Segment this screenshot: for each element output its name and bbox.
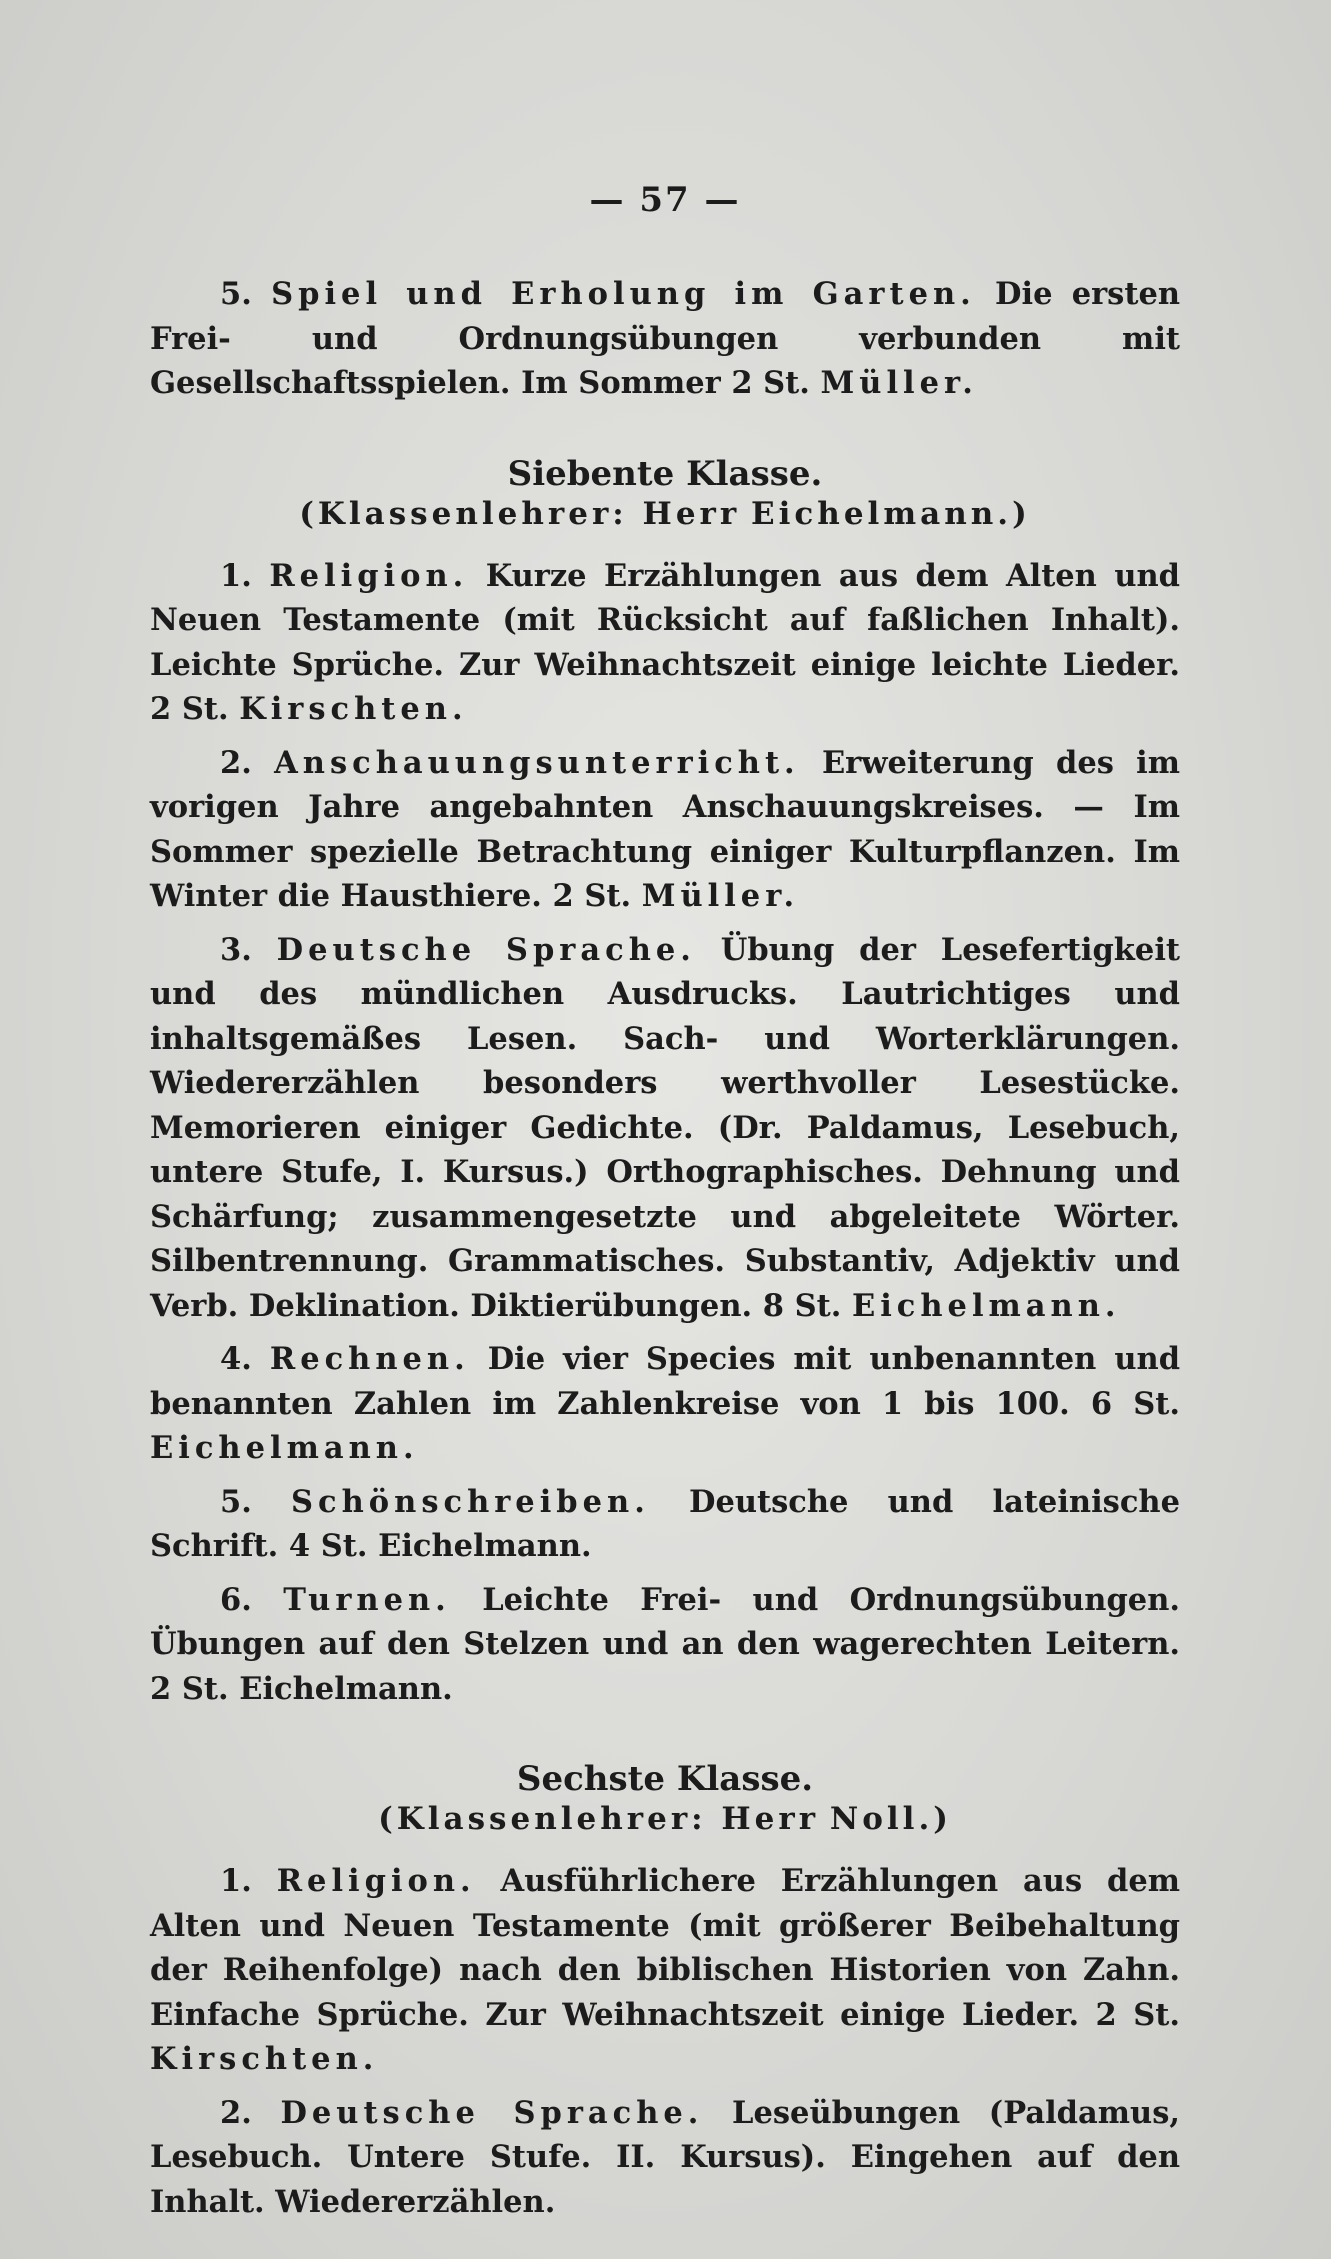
item-subject: Schönschreiben.	[291, 1483, 650, 1520]
item-text: Die ersten Frei- und Ordnungsübungen verbunden mit Gesellschaftsspielen. Im Sommer 2 St.	[150, 276, 1181, 401]
item-number: 5.	[220, 276, 252, 312]
item-number: 2.	[220, 2094, 252, 2131]
item-subject: Religion.	[276, 1863, 476, 1899]
paragraph-play-recreation	[150, 272, 1180, 406]
class-teacher-line	[150, 496, 1180, 532]
item-number: 3.	[220, 931, 252, 968]
item-text: Leseübungen (Paldamus, Lesebuch. Untere Stufe. II. Kursus). Eingehen auf den Inhalt. Wiedererzählen.	[150, 2094, 1181, 2220]
class-teacher-name: Eichelmann.)	[751, 495, 1031, 532]
item-subject: Deutsche Sprache.	[276, 931, 696, 968]
item-number: 5.	[220, 1483, 252, 1520]
class-teacher-prefix: (Klassenlehrer: Herr	[378, 1801, 820, 1837]
subject-paragraph	[150, 1480, 1180, 1569]
page-number: — 57 —	[589, 180, 741, 220]
item-text: Die vier Species mit unbenannten und benannten Zahlen im Zahlenkreise von 1 bis 100. 6 St.	[150, 1341, 1181, 1422]
class-heading: Sechste Klasse.	[516, 1759, 814, 1799]
item-text: Kurze Erzählungen aus dem Alten und Neuen Testamente (mit Rücksicht auf faßlichen Inhalt). Leichte Sprüche. Zur Weihnachtszeit einige leichte Lieder. 2 St.	[150, 557, 1180, 727]
item-teacher: Eichelmann.	[378, 1528, 592, 1564]
item-teacher: Müller.	[641, 878, 800, 914]
item-subject: Deutsche Sprache.	[280, 2094, 704, 2131]
item-teacher: Eichelmann.	[150, 1430, 419, 1466]
subject-paragraph	[150, 1578, 1180, 1712]
item-text: Leichte Frei- und Ordnungsübungen. Übungen auf den Stelzen und an den wagerechten Leitern. 2 St.	[150, 1581, 1180, 1707]
item-number: 2.	[220, 744, 252, 781]
subject-paragraph	[150, 554, 1180, 732]
item-text: Erweiterung des im vorigen Jahre angebahnten Anschauungskreises. — Im Sommer spezielle Betrachtung einiger Kulturpflanzen. Im Winter die Hausthiere. 2 St.	[150, 744, 1181, 914]
item-subject: Religion.	[269, 557, 469, 594]
class-six-section	[150, 1759, 1180, 2224]
item-subject: Spiel und Erholung im Garten.	[271, 276, 976, 312]
class-teacher-prefix: (Klassenlehrer: Herr	[299, 495, 741, 532]
item-subject: Rechnen.	[269, 1341, 470, 1377]
book-page	[150, 180, 1181, 2220]
item-number: 1.	[220, 557, 252, 594]
item-text: Deutsche und lateinische Schrift. 4 St.	[150, 1483, 1180, 1564]
item-teacher: Kirschten.	[239, 691, 468, 727]
subject-paragraph	[150, 741, 1180, 919]
item-teacher: Eichelmann.	[851, 1287, 1121, 1324]
item-number: 1.	[220, 1863, 252, 1899]
class-teacher-line	[150, 1801, 1180, 1837]
subject-paragraph	[150, 1859, 1180, 2082]
subject-paragraph	[150, 1337, 1180, 1471]
item-number: 6.	[220, 1581, 252, 1618]
class-heading: Siebente Klasse.	[507, 453, 823, 494]
class-seven-section	[150, 454, 1180, 1712]
class-teacher-name: Noll.)	[829, 1801, 952, 1837]
item-teacher: Kirschten.	[150, 2041, 379, 2077]
item-teacher: Eichelmann.	[239, 1670, 453, 1707]
item-number: 4.	[220, 1341, 252, 1377]
item-text: Übung der Lesefertigkeit und des mündlichen Ausdrucks. Lautrichtiges und inhaltsgemäßes Lesen. Sach- und Worterklärungen. Wiedererzählen besonders werthvoller Lesestücke. Memorieren einiger Gedichte. (Dr. Paldamus, Lesebuch, untere Stufe, I. Kursus.) Orthographisches. Dehnung und Schärfung; zusammengesetzte und abgeleitete Wörter. Silbentrennung. Grammatisches. Substantiv, Adjektiv und Verb. Deklination. Diktierübungen. 8 St.	[150, 931, 1180, 1324]
subject-paragraph	[150, 2091, 1180, 2225]
subject-paragraph	[150, 928, 1180, 1329]
item-text: Ausführlichere Erzählungen aus dem Alten und Neuen Testamente (mit größerer Beibehaltung der Reihenfolge) nach den biblischen Historien von Zahn. Einfache Sprüche. Zur Weihnachtszeit einige Lieder. 2 St.	[150, 1863, 1180, 2033]
item-teacher: Müller.	[820, 365, 978, 401]
item-subject: Turnen.	[283, 1581, 451, 1618]
item-subject: Anschauungsunterricht.	[274, 744, 800, 781]
